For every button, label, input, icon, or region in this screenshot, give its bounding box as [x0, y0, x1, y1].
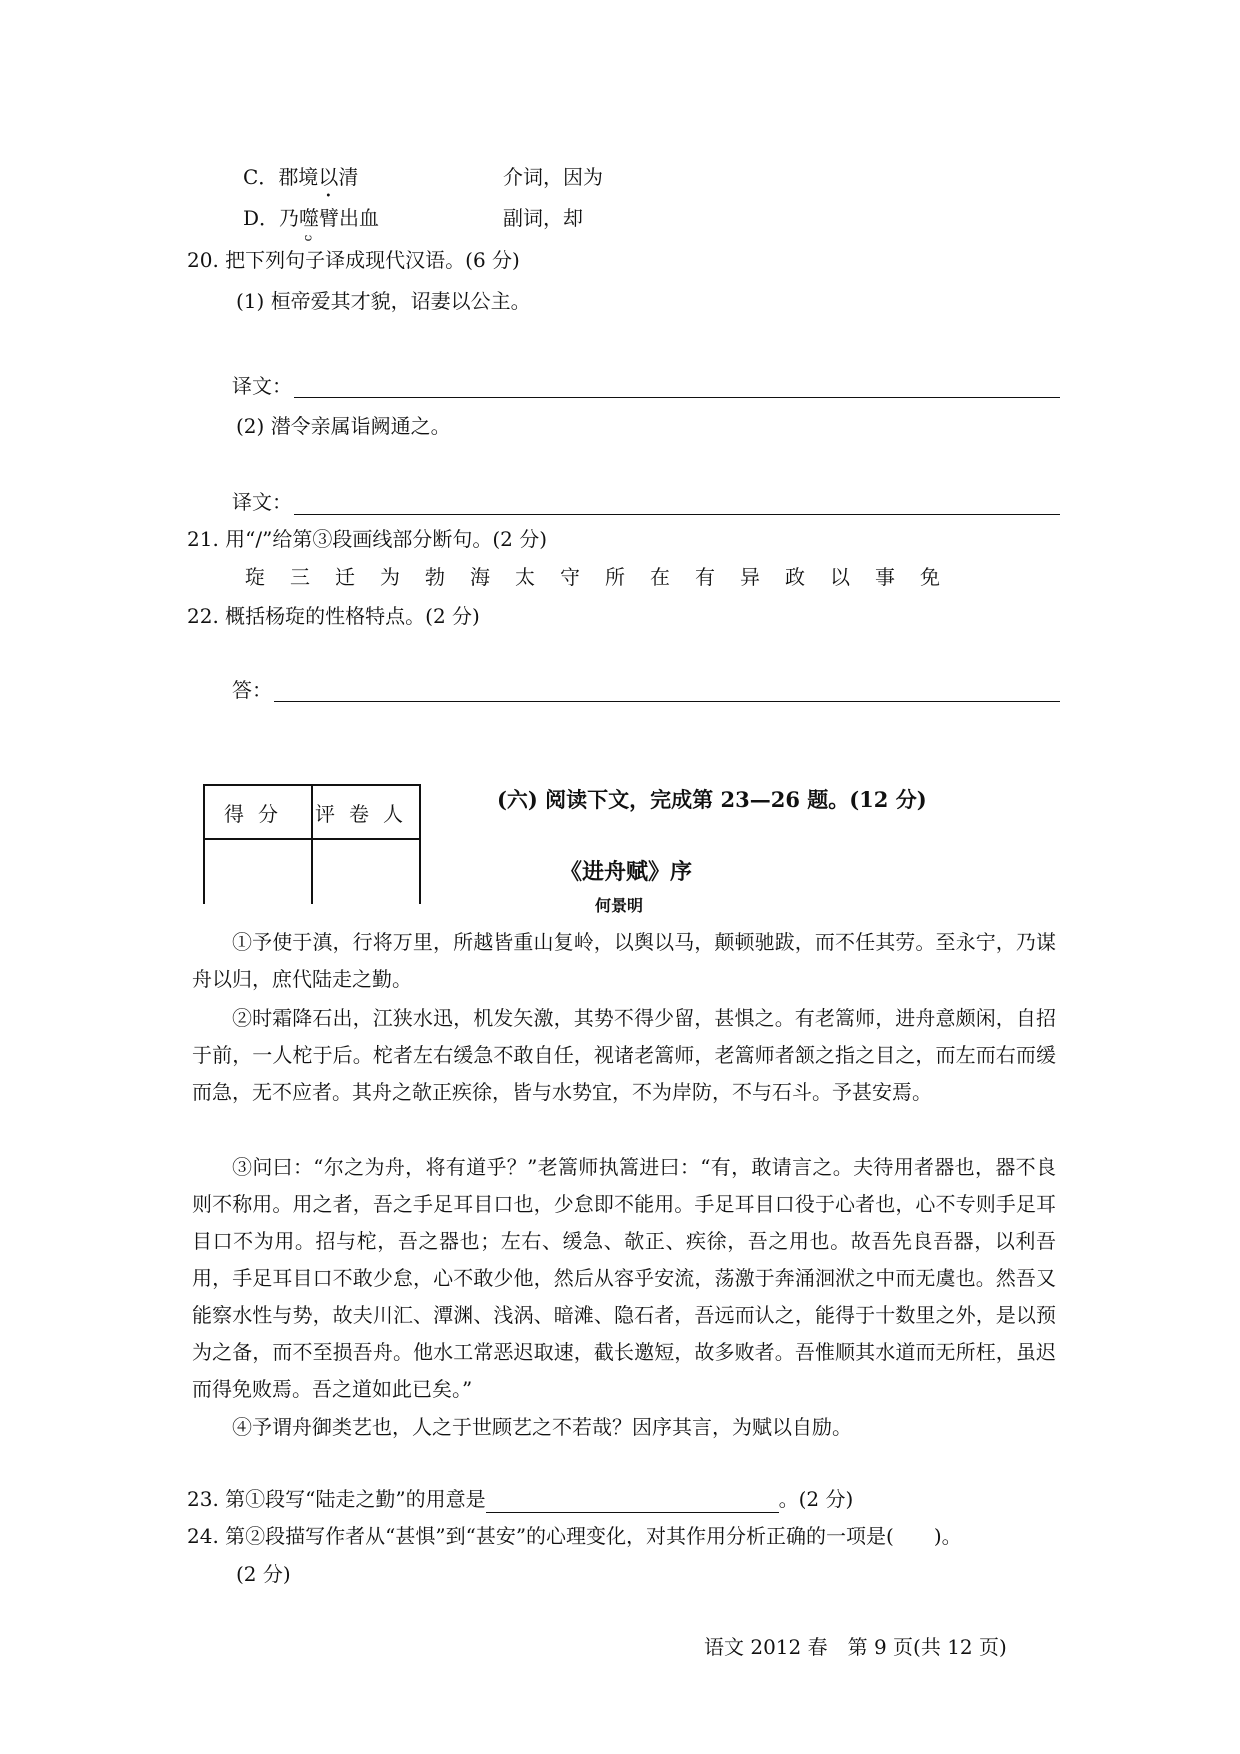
option-d-post: 臂出血	[319, 206, 380, 230]
q22-answer-line[interactable]	[274, 701, 1060, 702]
option-d-letter: D．	[243, 206, 280, 230]
score-header: 得分	[204, 785, 312, 839]
option-c-post: 清	[338, 165, 359, 189]
paragraph-2: ②时霜降石出，江狭水迅，机发矢激，其势不得少留，甚惧之。有老篙师，进舟意颇闲，自招于前，一人柁于后。柁者左右缓急不敢自任，视诸老篙师，老篙师者颔之指之目之，而左而右而缓而急，无不应者。其舟之欹正疾徐，皆与水势宜，不为岸防，不与石斗。予甚安焉。	[192, 1006, 1056, 1104]
option-c	[243, 163, 358, 191]
page-footer: 语文 2012 春 第 9 页(共 12 页)	[704, 1635, 1007, 1659]
option-d-gloss: 副词，却	[503, 206, 583, 230]
q22-stem: 22. 概括杨琁的性格特点。(2 分)	[187, 604, 480, 628]
q21-stem: 21. 用“/”给第③段画线部分断句。(2 分)	[187, 527, 548, 551]
option-d-pre: 乃	[279, 206, 300, 230]
q22-answer-label: 答：	[232, 678, 272, 702]
q23-stem: 23. 第①段写“陆走之勤”的用意是	[187, 1487, 486, 1511]
q20-answer-label-2: 译文：	[232, 490, 292, 514]
grader-header: 评卷人	[312, 785, 420, 839]
option-d	[243, 204, 379, 232]
q20-stem: 20. 把下列句子译成现代汉语。(6 分)	[187, 248, 520, 272]
article-title: 《进舟赋》序	[560, 859, 693, 885]
grader-cell[interactable]	[312, 839, 420, 904]
option-c-pre: 郡境	[278, 165, 319, 189]
option-c-gloss: 介词，因为	[503, 165, 603, 189]
score-cell[interactable]	[204, 839, 312, 904]
score-box	[203, 784, 423, 904]
q23-answer-blank[interactable]	[486, 1490, 779, 1513]
paragraph-3: ③问曰：“尔之为舟，将有道乎？”老篙师执篙进曰：“有，敢请言之。夫待用者器也，器不良则不称用。用之者，吾之手足耳目口也，少怠即不能用。手足耳目口役于心者也，心不专则手足耳目口不为用。招与柁，吾之器也；左右、缓急、欹正、疾徐，吾之用也。故吾先良吾器，以利吾用，手足耳目口不敢少怠，心不敢少他，然后从容乎安流，荡激于奔涌洄洑之中而无虞也。然吾又能察水性与势，故夫川汇、潭渊、浅涡、暗滩、隐石者，吾远而认之，能得于十数里之外，是以预为之备，而不至损吾舟。他水工常恶迟取速，截长邀短，故多败者。吾惟顺其水道而无所枉，虽迟而得免败焉。吾之道如此已矣。”	[192, 1155, 1056, 1401]
paragraph-1: ①予使于滇，行将万里，所越皆重山复岭，以舆以马，颠顿驰跋，而不任其劳。至永宁，乃谋舟以归，庶代陆走之勤。	[192, 930, 1056, 991]
q21-characters: 琁三迁为勃海太守所在有异政以事免	[245, 565, 965, 589]
article-author: 何景明	[595, 896, 644, 915]
option-c-letter: C．	[243, 165, 279, 189]
q24-points: (2 分)	[236, 1562, 291, 1586]
q20-sentence-1: (1) 桓帝爱其才貌，诏妻以公主。	[236, 289, 531, 313]
q20-answer-line-2[interactable]	[294, 514, 1060, 515]
q20-answer-label-1: 译文：	[232, 374, 292, 398]
section-heading: (六) 阅读下文，完成第 23—26 题。(12 分)	[497, 787, 927, 812]
q20-answer-line-1[interactable]	[294, 397, 1060, 398]
option-c-marked-char: 以	[318, 165, 339, 189]
q24-stem: 24. 第②段描写作者从“甚惧”到“甚安”的心理变化，对其作用分析正确的一项是( )。	[187, 1524, 962, 1548]
paragraph-4: ④予谓舟御类艺也，人之于世顾艺之不若哉？因序其言，为赋以自励。	[232, 1415, 852, 1439]
q23-points: 。(2 分)	[778, 1487, 854, 1511]
option-d-marked-char: 噬 ɔ	[299, 206, 319, 230]
q20-sentence-2: (2) 潜令亲属诣阙通之。	[236, 414, 451, 438]
q23	[187, 1485, 853, 1513]
